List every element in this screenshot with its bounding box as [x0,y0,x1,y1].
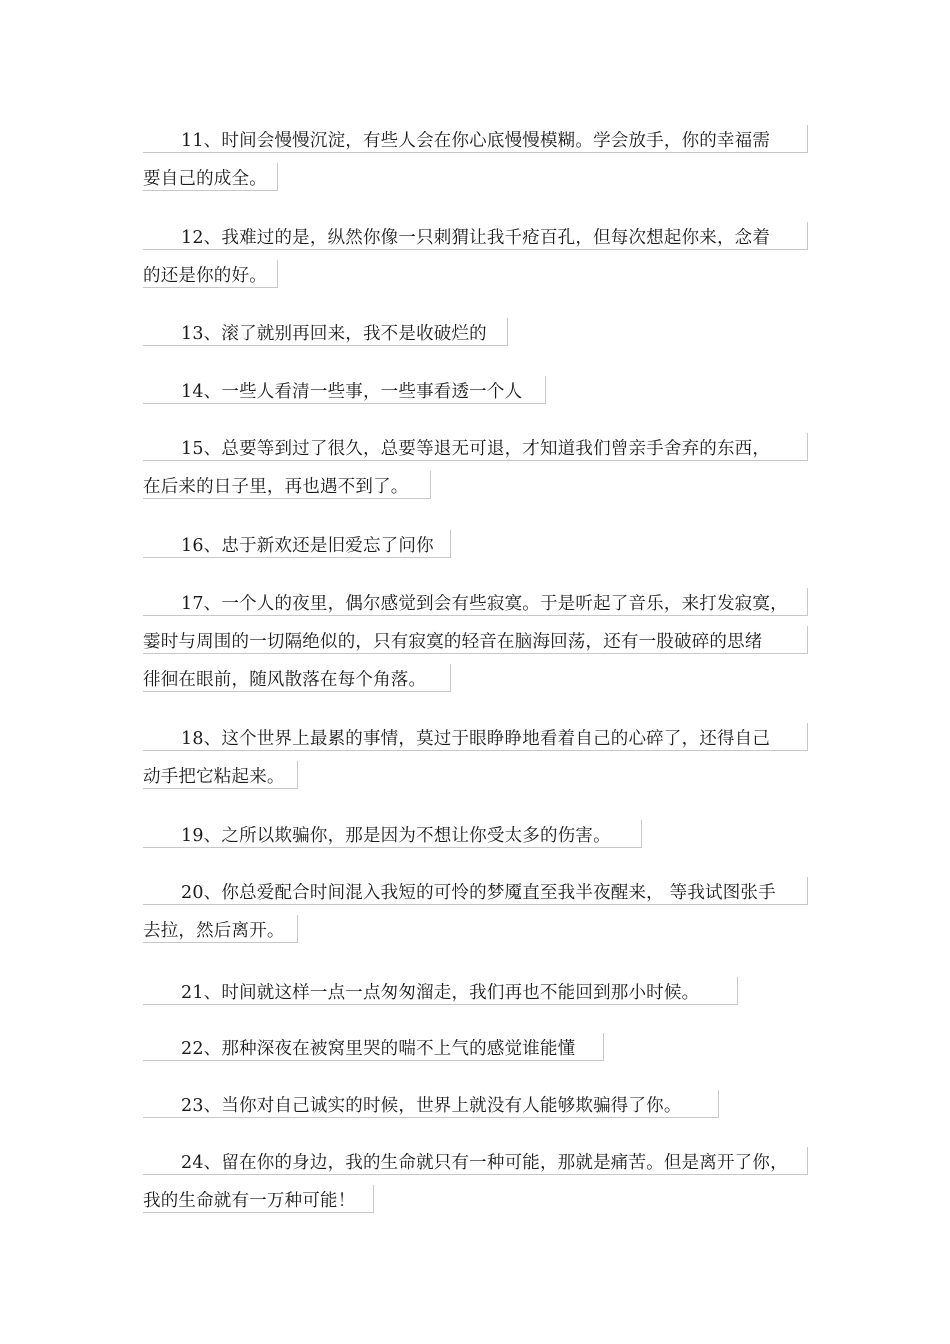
text-line: 在后来的日子里，再也遇不到了。 [143,469,807,507]
text-line: 动手把它粘起来。 [143,759,807,797]
text-line: 20、你总爱配合时间混入我短的可怜的梦魇直至我半夜醒来， 等我试图张手 [143,875,807,913]
text-line: 霎时与周围的一切隔绝似的，只有寂寞的轻音在脑海回荡，还有一股破碎的思绪 [143,624,807,662]
list-item [143,316,807,354]
text-line: 23、当你对自己诚实的时候，世界上就没有人能够欺骗得了你。 [143,1088,807,1126]
text-line: 16、忠于新欢还是旧爱忘了问你 [143,528,807,566]
text-line: 徘徊在眼前，随风散落在每个角落。 [143,662,807,700]
text-line: 14、一些人看清一些事，一些事看透一个人 [143,374,807,412]
text-line: 21、时间就这样一点一点匆匆溜走，我们再也不能回到那小时候。 [143,975,807,1013]
text-line: 18、这个世界上最累的事情，莫过于眼睁睁地看着自己的心碎了，还得自己 [143,721,807,759]
list-item [143,721,807,797]
text-line: 我的生命就有一万种可能！ [143,1183,807,1221]
text-line: 22、那种深夜在被窝里哭的喘不上气的感觉谁能懂 [143,1031,807,1069]
text-line: 的还是你的好。 [143,258,807,296]
text-line: 17、一个人的夜里，偶尔感觉到会有些寂寞。于是听起了音乐，来打发寂寞， [143,586,807,624]
list-item [143,1088,807,1126]
text-line: 12、我难过的是，纵然你像一只刺猬让我千疮百孔，但每次想起你来，念着 [143,220,807,258]
text-line: 要自己的成全。 [143,161,807,199]
list-item [143,975,807,1013]
list-item [143,123,807,199]
list-item [143,818,807,856]
text-line: 24、留在你的身边，我的生命就只有一种可能，那就是痛苦。但是离开了你， [143,1145,807,1183]
text-line: 19、之所以欺骗你，那是因为不想让你受太多的伤害。 [143,818,807,856]
list-item [143,586,807,700]
text-line: 去拉，然后离开。 [143,913,807,951]
list-item [143,1145,807,1221]
text-line: 11、时间会慢慢沉淀，有些人会在你心底慢慢模糊。学会放手，你的幸福需 [143,123,807,161]
list-item [143,1031,807,1069]
list-item [143,875,807,951]
list-item [143,374,807,412]
text-line: 15、总要等到过了很久，总要等退无可退，才知道我们曾亲手舍弃的东西， [143,431,807,469]
list-item [143,528,807,566]
text-line: 13、滚了就别再回来，我不是收破烂的 [143,316,807,354]
list-item [143,220,807,296]
list-item [143,431,807,507]
